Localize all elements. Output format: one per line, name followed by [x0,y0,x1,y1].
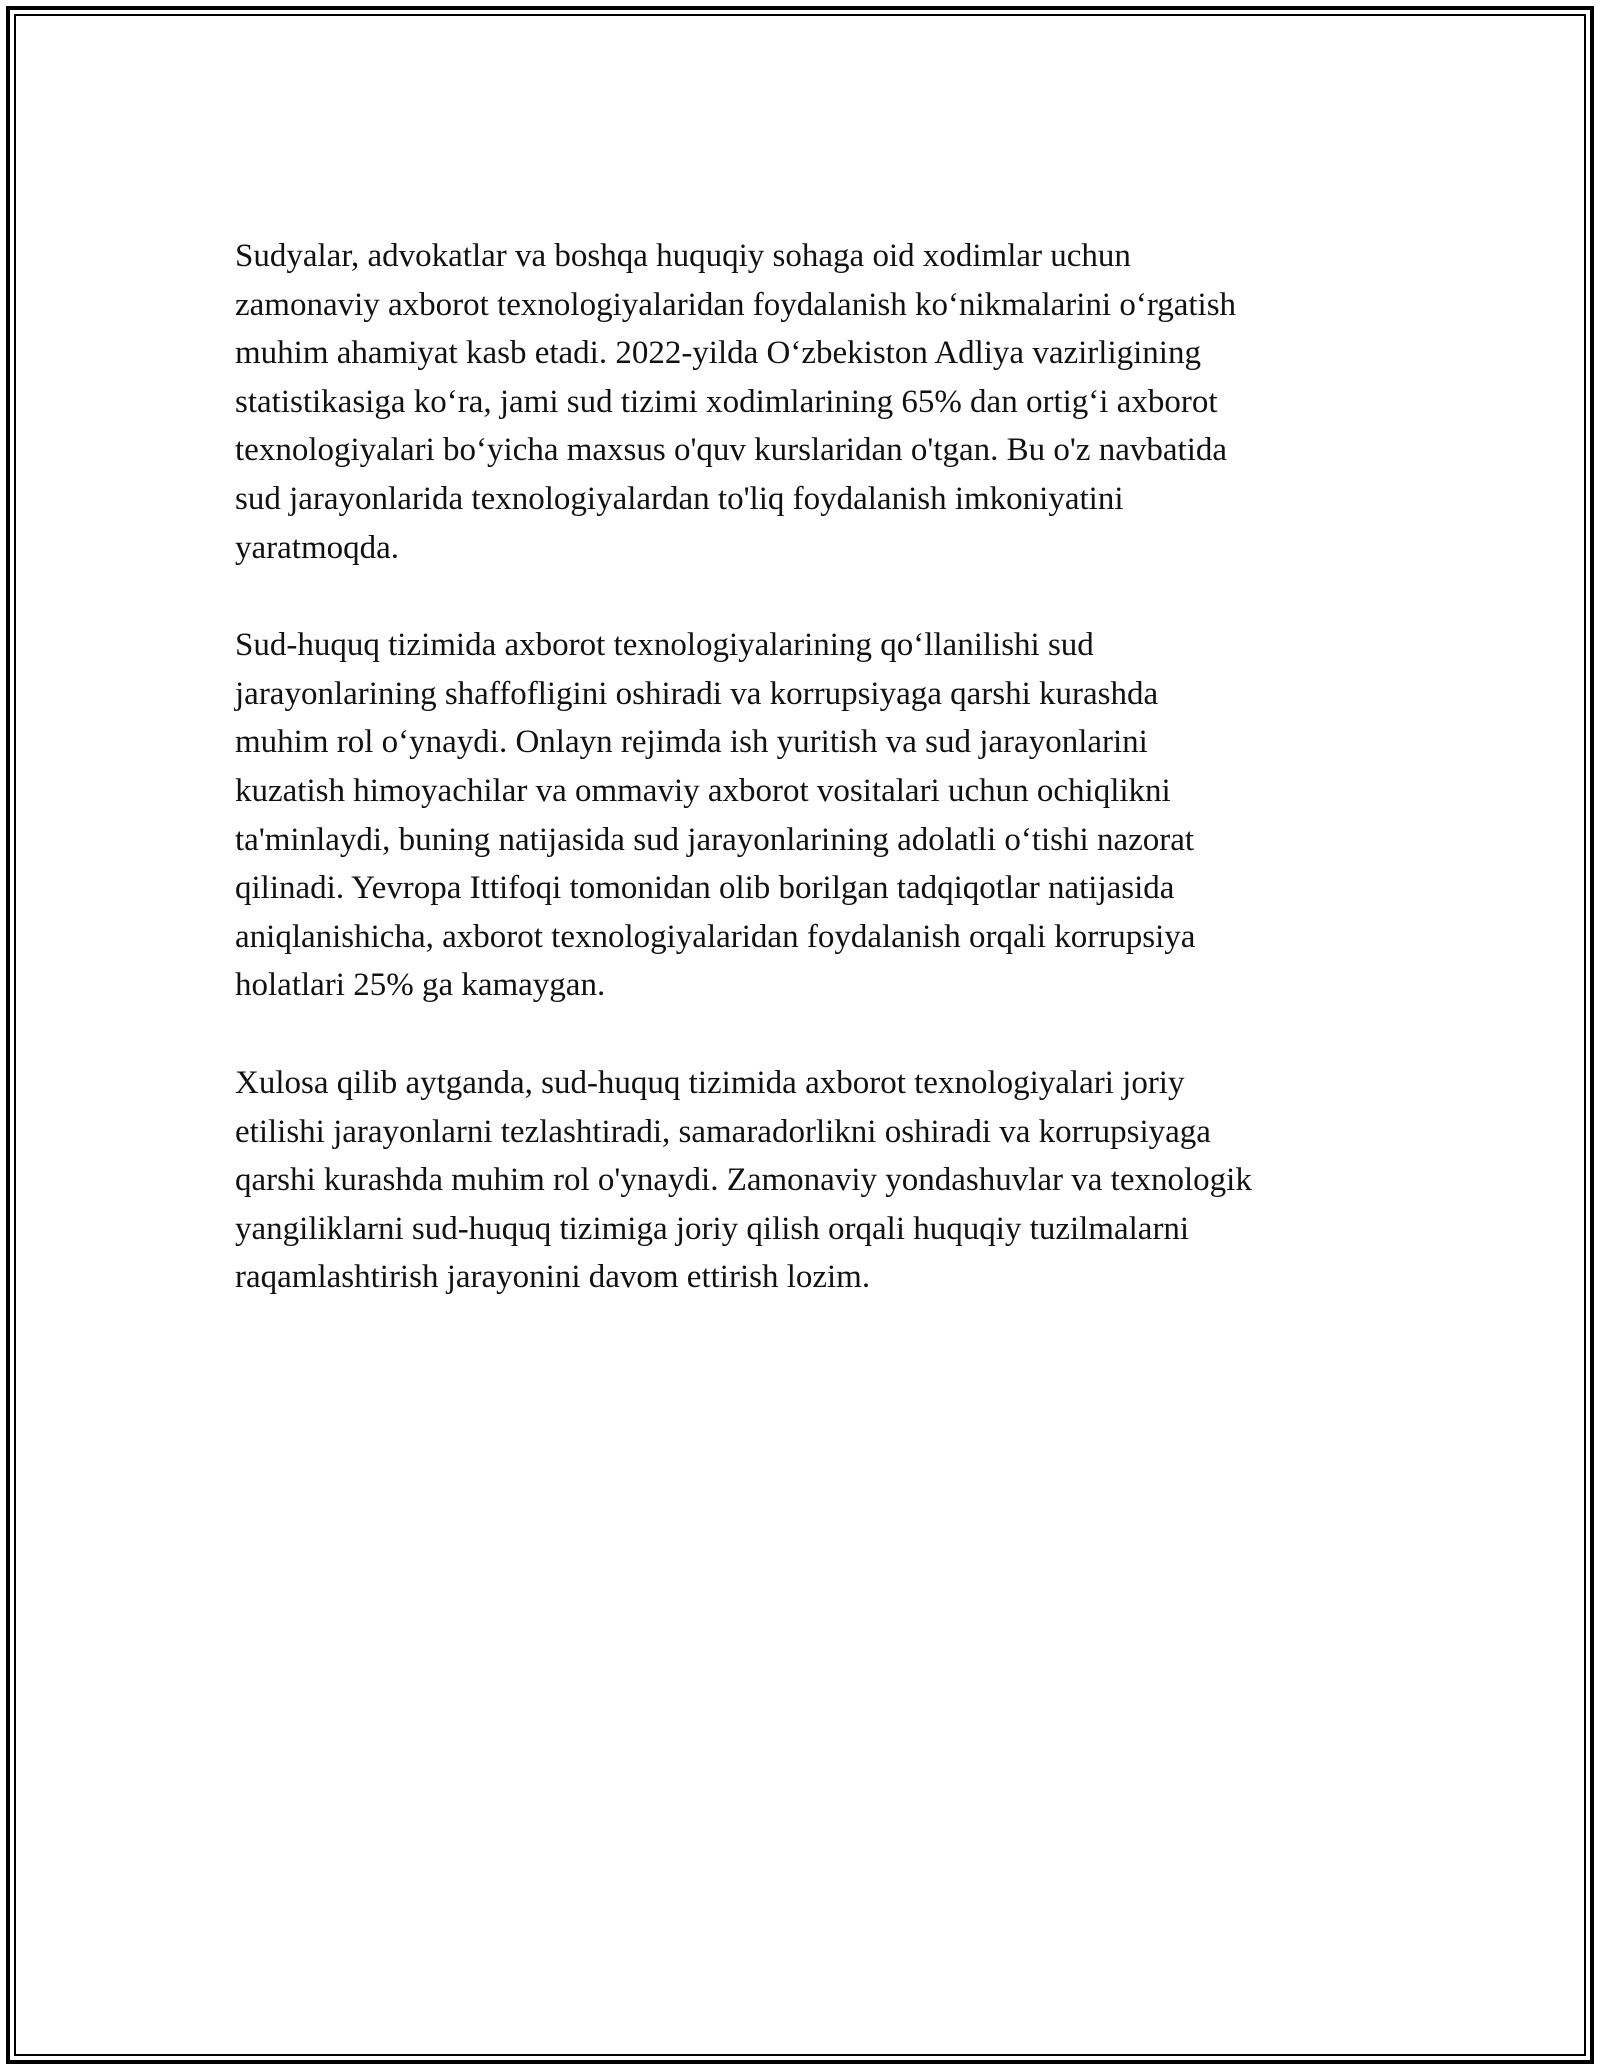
paragraph-2: Sud-huquq tizimida axborot texnologiyalarining qo‘llanilishi sud jarayonlarining shaffofligini oshiradi va korrupsiyaga qarshi kurashda muhim rol o‘ynaydi. Onlayn rejimda ish yuritish va sud jarayonlarini kuzatish himoyachilar va ommaviy axborot vositalari uchun ochiqlikni ta'minlaydi, buning natijasida sud jarayonlarining adolatli o‘tishi nazorat qilinadi. Yevropa Ittifoqi tomonidan olib borilgan tadqiqotlar natijasida aniqlanishicha, axborot texnologiyalaridan foydalanish orqali korrupsiya holatlari 25% ga kamaygan. [235,627,1196,1004]
paragraph-1: Sudyalar, advokatlar va boshqa huquqiy sohaga oid xodimlar uchun zamonaviy axborot texnologiyalaridan foydalanish ko‘nikmalarini o‘rgatish muhim ahamiyat kasb etadi. 2022-yilda O‘zbekiston Adliya vazirligining statistikasiga ko‘ra, jami sud tizimi xodimlarining 65% dan ortig‘i axborot texnologiyalari bo‘yicha maxsus o'quv kurslaridan o'tgan. Bu o'z navbatida sud jarayonlarida texnologiyalardan to'liq foydalanish imkoniyatini yaratmoqda. [235,238,1237,566]
paragraph-3: Xulosa qilib aytganda, sud-huquq tizimida axborot texnologiyalari joriy etilishi jarayonlarni tezlashtiradi, samaradorlikni oshiradi va korrupsiyaga qarshi kurashda muhim rol o'ynaydi. Zamonaviy yondashuvlar va texnologik yangiliklarni sud-huquq tizimiga joriy qilish orqali huquqiy tuzilmalarni raqamlashtirish jarayonini davom ettirish lozim. [235,1064,1252,1296]
document-body [235,232,1395,1351]
